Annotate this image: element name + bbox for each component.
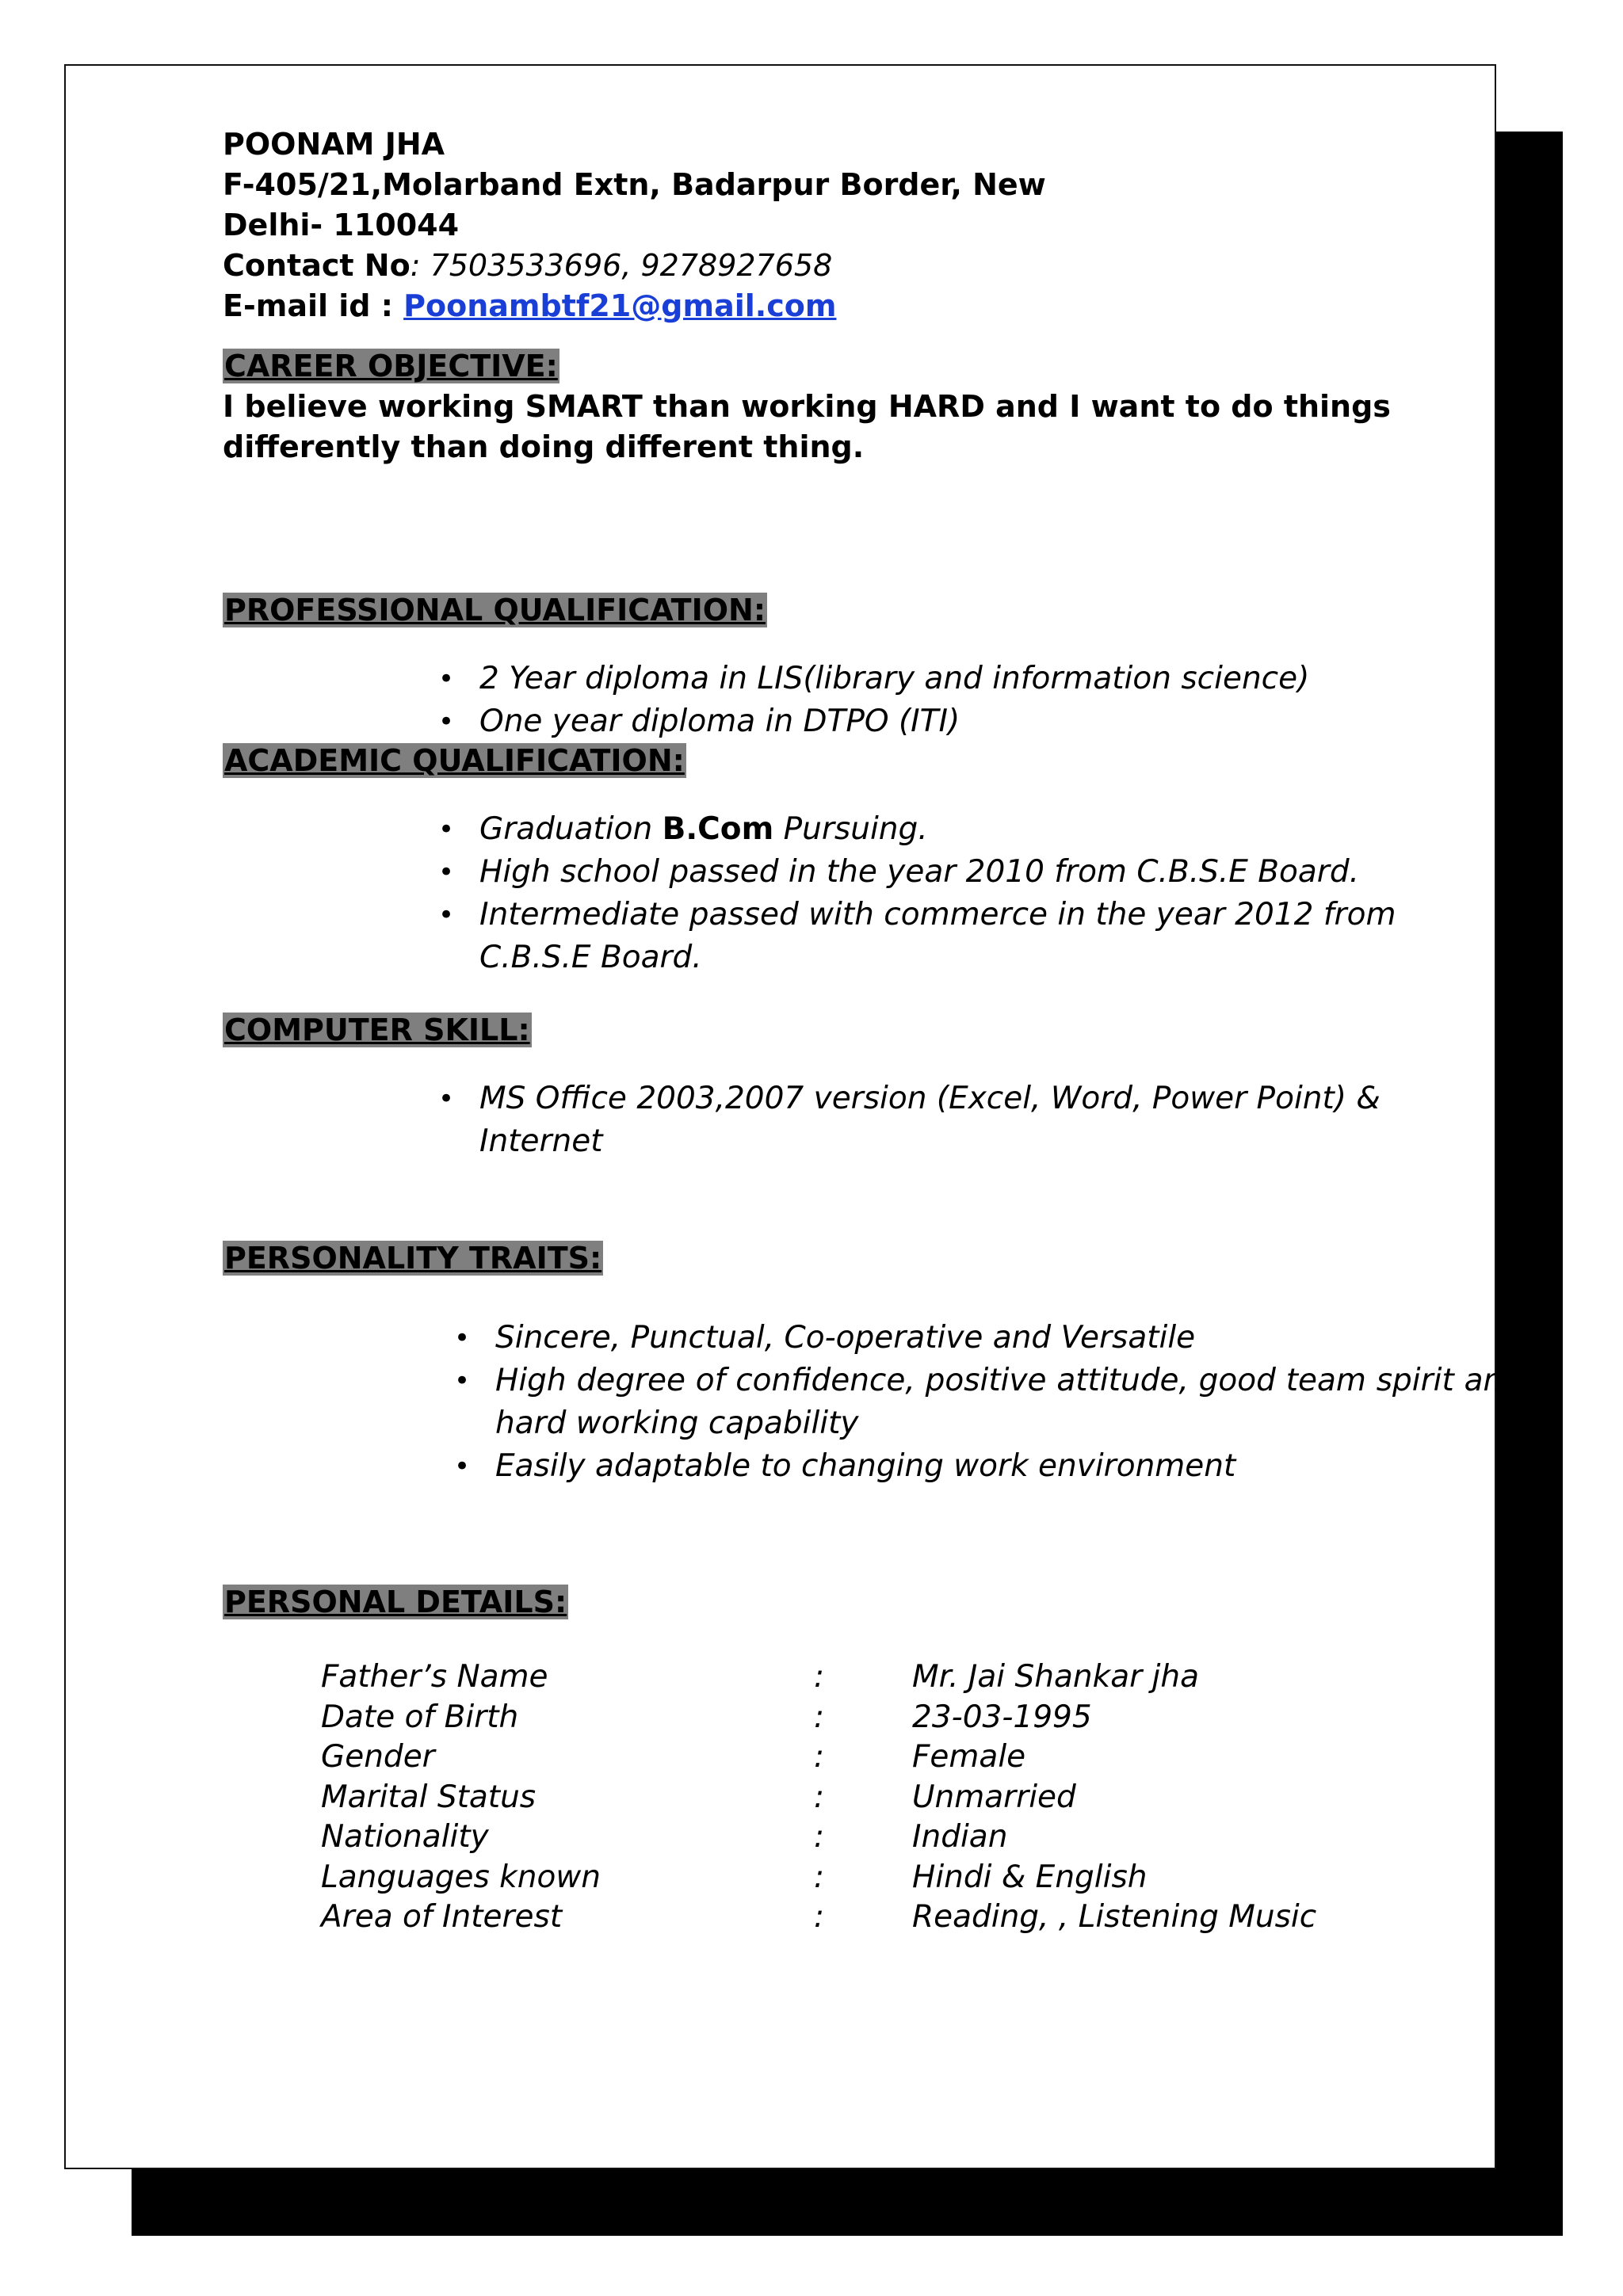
computer-skill-heading: COMPUTER SKILL: bbox=[224, 1013, 530, 1047]
contact-label: Contact No bbox=[223, 248, 411, 283]
list-item: • MS Office 2003,2007 version (Excel, Word, Power Point) & Internet bbox=[479, 1077, 1459, 1163]
list-item: • Intermediate passed with commerce in the year 2012 from C.B.S.E Board. bbox=[479, 894, 1459, 979]
personality-traits-list bbox=[454, 1317, 1522, 1488]
table-row: Marital Status : Unmarried bbox=[321, 1779, 1076, 1815]
list-item: • Graduation B.Com Pursuing. bbox=[479, 808, 1459, 851]
career-objective-text: I believe working SMART than working HARD and I want to do things differently than doing different thing. bbox=[223, 389, 1391, 464]
computer-skill-list bbox=[438, 1077, 1459, 1163]
address-line-1: F-405/21,Molarband Extn, Badarpur Border, New bbox=[223, 167, 1046, 202]
email-label: E-mail id : bbox=[223, 288, 404, 323]
professional-qualification-list bbox=[438, 658, 1459, 743]
personality-traits-heading: PERSONALITY TRAITS: bbox=[224, 1241, 602, 1276]
degree-name: B.Com bbox=[662, 811, 774, 847]
personal-details-heading: PERSONAL DETAILS: bbox=[224, 1585, 567, 1619]
resume-content bbox=[223, 124, 1522, 1938]
list-item: • High school passed in the year 2010 from C.B.S.E Board. bbox=[479, 851, 1459, 894]
email-link[interactable]: Poonambtf21@gmail.com bbox=[403, 288, 837, 323]
academic-qualification-list bbox=[438, 808, 1459, 979]
table-row: Gender : Female bbox=[321, 1739, 1026, 1775]
bullet-icon: • bbox=[454, 1451, 471, 1482]
email-line bbox=[223, 286, 1459, 326]
bullet-icon: • bbox=[438, 663, 455, 695]
professional-qualification-heading: PROFESSIONAL QUALIFICATION: bbox=[224, 593, 766, 627]
contact-numbers: : 7503533696, 9278927658 bbox=[410, 248, 833, 283]
table-row: Date of Birth : 23-03-1995 bbox=[321, 1699, 1092, 1735]
table-row: Nationality : Indian bbox=[321, 1819, 1008, 1855]
bullet-icon: • bbox=[454, 1322, 471, 1354]
bullet-icon: • bbox=[438, 706, 455, 738]
bullet-icon: • bbox=[438, 1083, 455, 1115]
bullet-icon: • bbox=[438, 899, 455, 931]
address-line-2: Delhi- 110044 bbox=[223, 208, 460, 242]
table-row: Languages known : Hindi & English bbox=[321, 1859, 1148, 1895]
candidate-name: POONAM JHA bbox=[223, 127, 445, 162]
list-item: • One year diploma in DTPO (ITI) bbox=[479, 700, 1459, 743]
list-item: • Sincere, Punctual, Co-operative and Versatile bbox=[495, 1317, 1522, 1360]
career-objective-heading: CAREER OBJECTIVE: bbox=[224, 349, 558, 383]
table-row: Father’s Name : Mr. Jai Shankar jha bbox=[321, 1659, 1199, 1695]
list-item: • High degree of confidence, positive attitude, good team spirit and hard working capability bbox=[495, 1360, 1522, 1445]
personal-details-table bbox=[321, 1657, 1316, 1938]
academic-qualification-heading: ACADEMIC QUALIFICATION: bbox=[224, 743, 685, 778]
table-row: Area of Interest : Reading, , Listening Music bbox=[321, 1899, 1317, 1935]
bullet-icon: • bbox=[438, 814, 455, 845]
resume-page bbox=[64, 64, 1522, 2169]
list-item: • Easily adaptable to changing work environment bbox=[495, 1445, 1522, 1488]
header-block bbox=[223, 124, 1459, 326]
contact-line bbox=[223, 246, 1459, 286]
bullet-icon: • bbox=[454, 1365, 471, 1397]
bullet-icon: • bbox=[438, 856, 455, 888]
list-item: • 2 Year diploma in LIS(library and information science) bbox=[479, 658, 1459, 700]
